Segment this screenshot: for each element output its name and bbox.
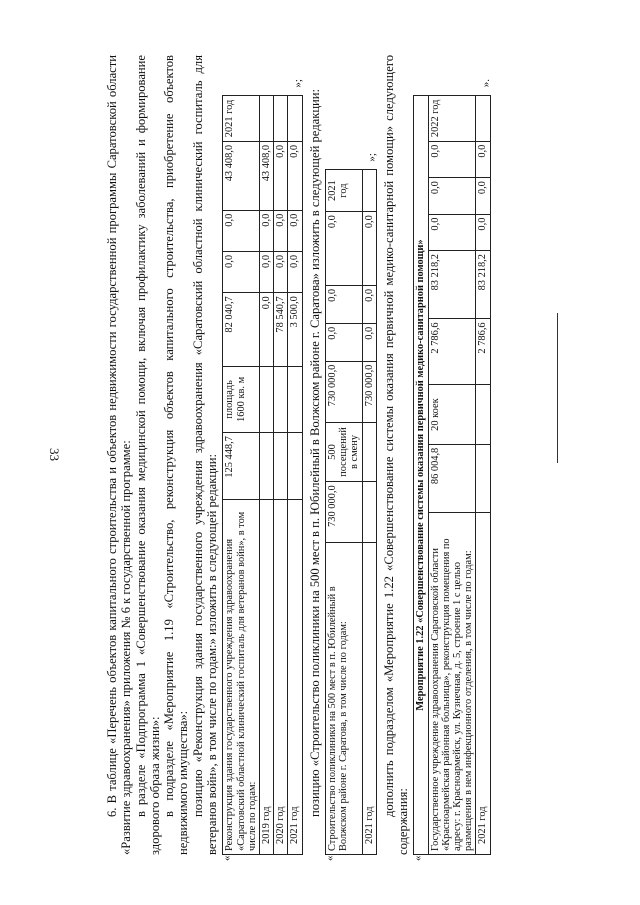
close-quote: »; xyxy=(292,79,305,88)
table-cell xyxy=(259,96,273,142)
table-cell: 83 218,2 xyxy=(428,251,476,319)
open-quote: « xyxy=(323,855,336,861)
table-cell xyxy=(476,96,490,142)
table-1 xyxy=(222,95,302,855)
table-row xyxy=(223,96,260,855)
table-cell: Государственное учреждение здравоохранения Саратовской области «Красноармейская районная больница», реконструкция помещения по адресу: г. Красноармейск, ул. Кузнечная, д. 5, строение 1 с целью размещения в нем инфекционного отделения, в том числе по годам: xyxy=(428,513,476,855)
table-cell: 0,0 xyxy=(362,212,376,286)
table-cell: 2021 год xyxy=(288,499,302,854)
close-quote: ». xyxy=(480,79,493,88)
table-cell: 2020 год xyxy=(274,499,288,854)
table-cell: 0,0 xyxy=(428,214,476,250)
paragraph-5: позицию «Строительство поликлиники на 500 мест в п. Юбилейный в Волжском районе г. Саратова» изложить в следующей редакции: xyxy=(307,88,322,817)
table-cell xyxy=(274,96,288,142)
table-cell: 78 540,7 xyxy=(274,293,288,366)
rotated-page-content xyxy=(105,55,565,861)
table-cell: 730 000,0 xyxy=(325,361,362,422)
table-row xyxy=(414,96,428,855)
table-cell: 2022 год xyxy=(428,96,476,142)
separator-line xyxy=(557,313,558,463)
table-cell: 0,0 xyxy=(288,141,302,210)
open-quote: « xyxy=(221,855,234,861)
table-cell: 83 218,2 xyxy=(476,251,490,319)
table-cell xyxy=(476,385,490,444)
table-cell: 0,0 xyxy=(259,293,273,366)
table-cell xyxy=(362,170,376,212)
table-row xyxy=(476,96,490,855)
table-cell xyxy=(362,482,376,543)
paragraph-1: 6. В таблице «Перечень объектов капитального строительства и объектов недвижимости государственной программы Саратовской области «Развитие здравоохранения» приложения № 6 к государственной программе: xyxy=(105,55,134,855)
table-row xyxy=(362,170,376,855)
table-cell: 730 000,0 xyxy=(362,361,376,422)
table-cell: 2021 год xyxy=(223,96,260,142)
table-cell: 0,0 xyxy=(476,214,490,250)
table-cell: 0,0 xyxy=(288,210,302,251)
table-cell: 0,0 xyxy=(274,251,288,292)
table-cell xyxy=(274,433,288,499)
table-cell: 0,0 xyxy=(288,251,302,292)
table-cell: 2 786,6 xyxy=(428,319,476,385)
table-cell xyxy=(288,366,302,432)
table-cell: 86 004,8 xyxy=(428,444,476,512)
table-row xyxy=(288,96,302,855)
close-quote: »; xyxy=(366,153,379,162)
table-row xyxy=(428,96,476,855)
table-cell xyxy=(274,366,288,432)
table-cell xyxy=(259,433,273,499)
table-3-wrapper xyxy=(412,79,493,861)
table-cell: 2 786,6 xyxy=(476,319,490,385)
table-cell: 500 посещений в смену xyxy=(325,422,362,482)
table-cell: 2021 год xyxy=(325,170,362,212)
table-cell: Реконструкция здания государственного учреждения здравоохранения «Саратовский областной клинический госпиталь для ветеранов войн», в том числе по годам: xyxy=(223,499,260,854)
paragraph-6: дополнить подразделом «Мероприятие 1.22 «Совершенствование системы оказания первичной медико-санитарной помощи» следующего содержания: xyxy=(381,55,410,855)
table-cell: 2021 год xyxy=(476,513,490,855)
table-row xyxy=(259,96,273,855)
table-cell: 82 040,7 xyxy=(223,293,260,366)
table-cell: 20 коек xyxy=(428,385,476,444)
table-cell: 125 448,7 xyxy=(223,433,260,499)
table-cell: 0,0 xyxy=(274,210,288,251)
table-cell: 730 000,0 xyxy=(325,482,362,543)
table-1-wrapper xyxy=(221,79,305,861)
table-2-wrapper xyxy=(323,153,379,861)
table-cell: 0,0 xyxy=(428,178,476,214)
table-cell: 43 408,0 xyxy=(223,141,260,210)
paragraph-2: в разделе «Подпрограмма 1 «Совершенствование оказания медицинской помощи, включая профилактику заболеваний и формирование здорового образа жизни»: xyxy=(133,55,162,855)
table-cell: 0,0 xyxy=(476,178,490,214)
table-row xyxy=(274,96,288,855)
table-row xyxy=(325,170,362,855)
table-cell: 3 500,0 xyxy=(288,293,302,366)
table-cell: 2021 год xyxy=(362,543,376,855)
table-cell xyxy=(288,433,302,499)
table-cell: 0,0 xyxy=(274,141,288,210)
table-cell xyxy=(259,366,273,432)
open-quote: « xyxy=(412,855,425,861)
table-cell: 0,0 xyxy=(476,141,490,177)
page-number: 33 xyxy=(47,448,62,461)
table-cell: 0,0 xyxy=(259,210,273,251)
table-cell: 0,0 xyxy=(325,212,362,286)
table-cell: 0,0 xyxy=(325,323,362,361)
table-cell: Строительство поликлиники на 500 мест в п. Юбилейный в Волжском районе г. Саратова, в том числе по годам: xyxy=(325,543,362,855)
table-cell: 0,0 xyxy=(362,285,376,323)
table-3 xyxy=(413,95,490,855)
paragraph-4: позицию «Реконструкция здания государственного учреждения здравоохранения «Саратовский областной клинический госпиталь для ветеранов войн», в том числе по годам:» изложить в следующей редакции: xyxy=(190,55,220,855)
table-cell: 0,0 xyxy=(428,141,476,177)
table-cell xyxy=(476,444,490,512)
table-cell: 0,0 xyxy=(223,210,260,251)
table-cell: 2019 год xyxy=(259,499,273,854)
table-cell xyxy=(288,96,302,142)
table-cell: 0,0 xyxy=(223,251,260,292)
table-2 xyxy=(325,169,377,855)
paragraph-3: в подразделе «Мероприятие 1.19 «Строительство, реконструкция объектов капитального строительства, приобретение объектов недвижимого имущества»: xyxy=(162,55,191,855)
table-cell: 0,0 xyxy=(325,285,362,323)
table-cell: 0,0 xyxy=(259,251,273,292)
table-cell: 43 408,0 xyxy=(259,141,273,210)
table-header: Мероприятие 1.22 «Совершенствование системы оказания первичной медико-санитарной помощи» xyxy=(414,96,428,855)
table-cell xyxy=(362,422,376,482)
table-cell: площадь 1600 кв. м xyxy=(223,366,260,432)
table-cell: 0,0 xyxy=(362,323,376,361)
